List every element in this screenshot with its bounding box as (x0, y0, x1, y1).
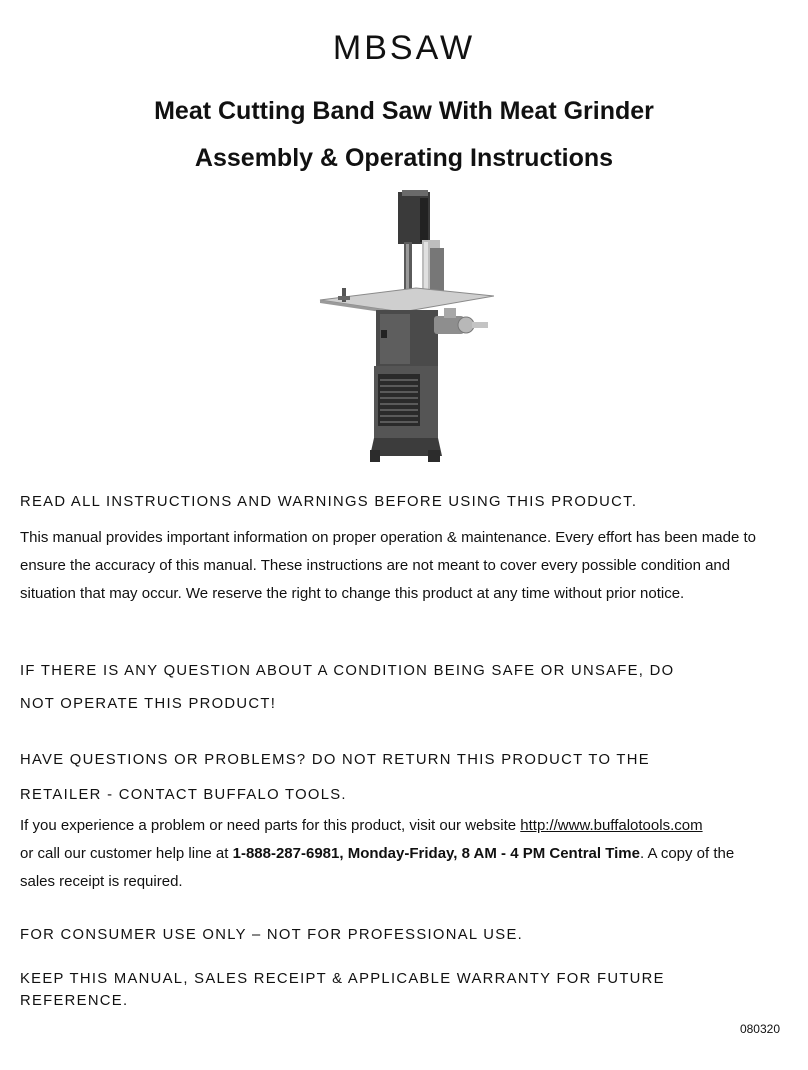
keep-manual-line-1: KEEP THIS MANUAL, SALES RECEIPT & APPLICABLE WARRANTY FOR FUTURE (20, 971, 665, 987)
website-link[interactable]: http://www.buffalotools.com (520, 817, 703, 834)
product-title: Meat Cutting Band Saw With Meat Grinder (154, 97, 654, 125)
questions-notice-line-2: RETAILER - CONTACT BUFFALO TOOLS. (20, 787, 347, 803)
safety-warning-line-1: IF THERE IS ANY QUESTION ABOUT A CONDITION BEING SAFE OR UNSAFE, DO (20, 663, 675, 679)
intro-paragraph: This manual provides important information on proper operation & maintenance. Every effort has been made to ensure the accuracy of this manual. These instructions are not meant to cover every possible condition and situation that may occur. We reserve the right to change this product at any time without prior notice. (20, 529, 756, 602)
manual-subtitle: Assembly & Operating Instructions (194, 144, 614, 172)
keep-manual-line-2: REFERENCE. (20, 993, 129, 1009)
contact-line-2 (20, 844, 734, 864)
document-code: 080320 (739, 1022, 780, 1036)
safety-warning-line-2: NOT OPERATE THIS PRODUCT! (20, 696, 277, 712)
contact-line-3: sales receipt is required. (20, 873, 183, 890)
model-number: MBSAW (332, 29, 476, 67)
motor-vent (378, 374, 420, 426)
contact-text-1: If you experience a problem or need parts for this product, visit our website (20, 817, 521, 834)
contact-text-2: or call our customer help line at (20, 845, 233, 862)
consumer-use-notice: FOR CONSUMER USE ONLY – NOT FOR PROFESSIONAL USE. (20, 927, 524, 943)
band-saw-product-photo (318, 188, 494, 466)
contact-line-1 (20, 816, 703, 836)
contact-text-2-end: . A copy of the (639, 845, 735, 862)
read-all-warning: READ ALL INSTRUCTIONS AND WARNINGS BEFORE USING THIS PRODUCT. (20, 494, 638, 510)
questions-notice-line-1: HAVE QUESTIONS OR PROBLEMS? DO NOT RETURN THIS PRODUCT TO THE (20, 752, 650, 768)
helpline-number: 1-888-287-6981, Monday-Friday, 8 AM - 4 PM Central Time (232, 845, 640, 862)
